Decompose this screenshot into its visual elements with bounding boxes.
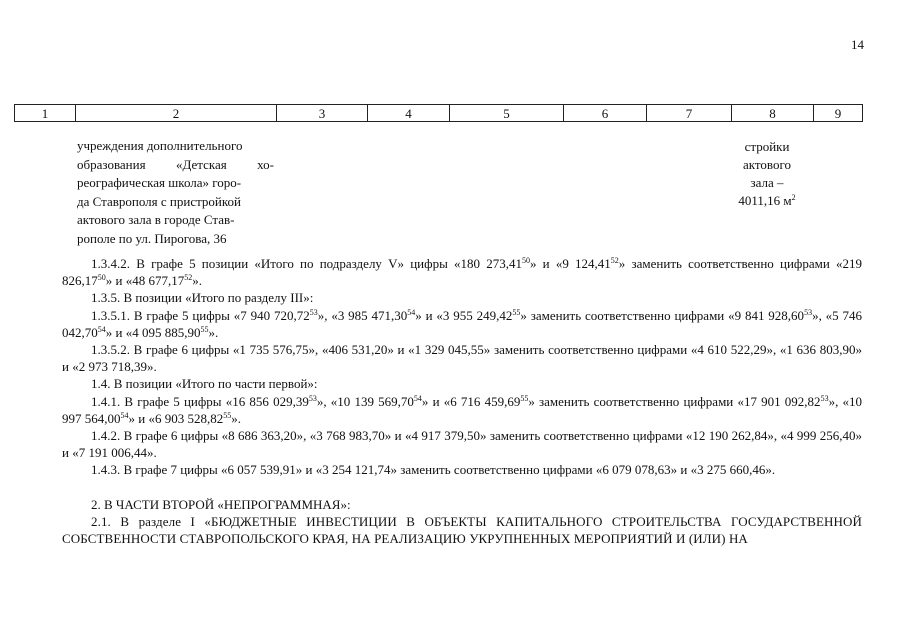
column-number: 9 [814, 105, 863, 122]
table-cell-capacity [726, 138, 808, 210]
column-number-header [14, 104, 863, 122]
column-number: 8 [732, 105, 814, 122]
column-number: 6 [564, 105, 647, 122]
column-number: 4 [368, 105, 450, 122]
column-number: 7 [647, 105, 732, 122]
cell-line: образования «Детская хо- [77, 156, 274, 172]
cell-line: учреждения дополнительного [77, 138, 243, 153]
cell-line: стройки [744, 139, 790, 154]
table-cell-object-name [77, 137, 274, 249]
paragraph-1-3-4-2: 1.3.4.2. В графе 5 позиции «Итого по подразделу V» цифры «180 273,41$^{50}$» и «9 124,41$^{52}$» заменить соответственно цифрами «219 826,17$^{50}$» и «48 677,17$^{52}$». [62, 256, 862, 289]
page-number: 14 [851, 37, 864, 52]
paragraph-1-4-2: 1.4.2. В графе 6 цифры «8 686 363,20», «3 768 983,70» и «4 917 379,50» заменить соответственно цифрами «12 190 262,84», «4 999 256,40» и «7 191 006,44». [62, 428, 862, 461]
paragraph-1-4-1: 1.4.1. В графе 5 цифры «16 856 029,39$^{53}$», «10 139 569,70$^{54}$» и «6 716 459,69$^{55}$» заменить соответственно цифрами «17 901 092,82$^{53}$», «10 997 564,00$^{54}$» и «6 903 528,82$^{55}$». [62, 393, 862, 426]
section-heading-part-two: 2. В ЧАСТИ ВТОРОЙ «НЕПРОГРАММНАЯ»: [91, 496, 351, 512]
paragraph-1-4-3: 1.4.3. В графе 7 цифры «6 057 539,91» и «3 254 121,74» заменить соответственно цифрами «6 079 078,63» и «3 275 660,46». [91, 462, 776, 478]
paragraph-1-3-5-1: 1.3.5.1. В графе 5 цифры «7 940 720,72$^{53}$», «3 985 471,30$^{54}$» и «3 955 249,42$^{55}$» заменить соответственно цифрами «9 841 928,60$^{53}$», «5 746 042,70$^{54}$» и «4 095 885,90$^{55}$». [62, 307, 863, 340]
column-number: 1 [15, 105, 76, 122]
cell-line: реографическая школа» горо- [77, 175, 242, 191]
paragraph-1-3-5: 1.3.5. В позиции «Итого по разделу III»: [91, 290, 314, 306]
cell-line: актового [743, 157, 791, 172]
cell-line: да Ставрополя с пристройкой [77, 193, 241, 209]
paragraph-1-3-5-2: 1.3.5.2. В графе 6 цифры «1 735 576,75», «406 531,20» и «1 329 045,55» заменить соответственно цифрами «4 610 522,29», «1 636 803,90» и «2 973 718,39». [62, 342, 862, 375]
column-number: 5 [450, 105, 564, 122]
cell-line: 4011,16 $м^2$ [738, 193, 796, 208]
cell-line: зала – [750, 175, 784, 190]
paragraph-2-1: 2.1. В разделе I «БЮДЖЕТНЫЕ ИНВЕСТИЦИИ В ОБЪЕКТЫ КАПИТАЛЬНОГО СТРОИТЕЛЬСТВА ГОСУДАРСТВЕННОЙ СОБСТВЕННОСТИ СТАВРОПОЛЬСКОГО КРАЯ, НА РЕАЛИЗАЦИЮ УКРУПНЕННЫХ МЕРОПРИЯТИЙ И (ИЛИ) НА [62, 513, 862, 547]
document-body [62, 255, 862, 547]
paragraph-1-4: 1.4. В позиции «Итого по части первой»: [91, 376, 318, 392]
column-number: 2 [76, 105, 277, 122]
cell-line: рополе по ул. Пирогова, 36 [77, 230, 227, 246]
column-number: 3 [277, 105, 368, 122]
cell-line: актового зала в городе Став- [77, 212, 235, 228]
